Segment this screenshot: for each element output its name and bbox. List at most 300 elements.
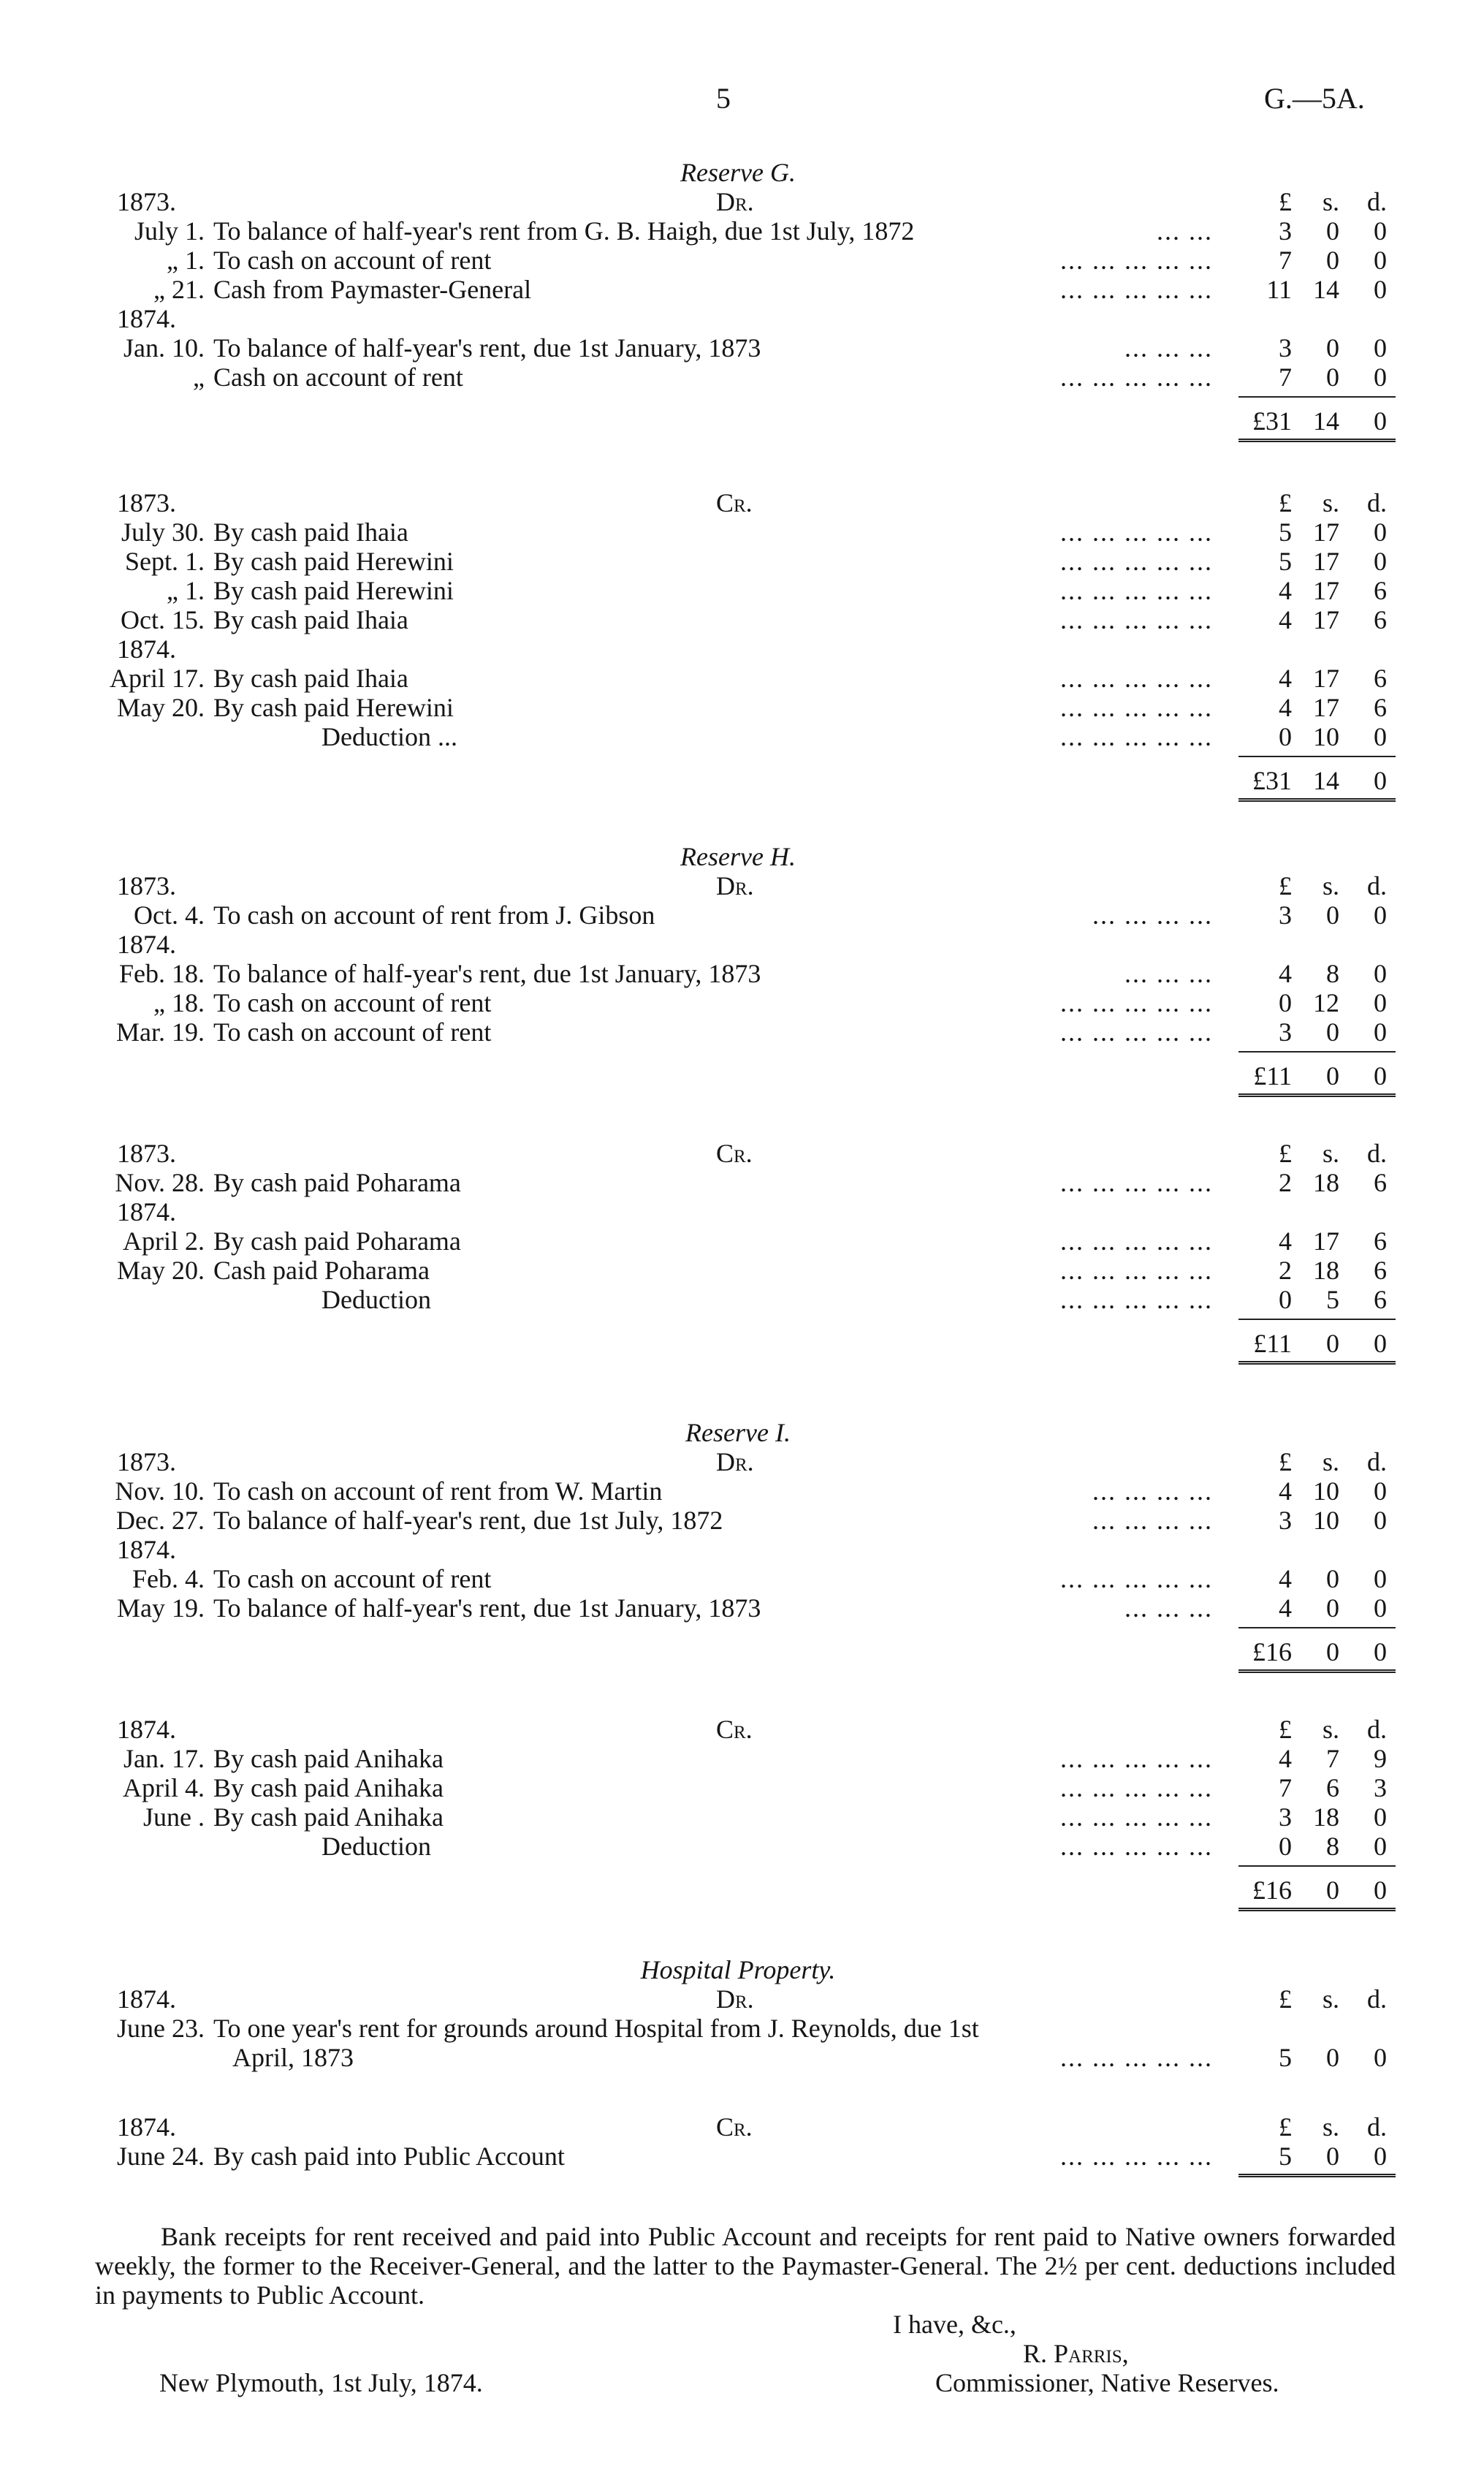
total-pounds: £31 <box>1252 766 1292 795</box>
total-pounds: £16 <box>1252 1637 1292 1666</box>
total-shillings: 14 <box>1313 406 1339 436</box>
section-title: Reserve H. <box>680 842 796 871</box>
amount-shillings: 8 <box>1326 1832 1339 1861</box>
leader-dots: ... ... ... ... ... <box>1060 1802 1213 1832</box>
leader-dots: ... ... ... ... ... <box>1060 2043 1213 2072</box>
amount-pence: 0 <box>1374 1476 1387 1506</box>
ledger-entry <box>0 693 1484 722</box>
year-label: 1873. <box>117 1447 176 1476</box>
total-double-rule <box>1238 798 1396 802</box>
dr-header-row <box>0 871 1484 900</box>
total-rule <box>1238 1051 1396 1053</box>
amount-pounds: 0 <box>1279 722 1292 751</box>
cr-label: Cr. <box>716 488 753 517</box>
pounds-header: £ <box>1279 1139 1292 1168</box>
ledger-entry <box>0 1506 1484 1535</box>
section-title: Hospital Property. <box>640 1955 836 1984</box>
leader-dots: ... ... ... ... ... <box>1060 693 1213 722</box>
amount-shillings: 17 <box>1313 517 1339 547</box>
leader-dots: ... ... ... ... ... <box>1060 576 1213 605</box>
entry-description: To cash on account of rent <box>213 1564 492 1593</box>
entry-date: „ 1. <box>167 576 205 605</box>
total-shillings: 0 <box>1326 1329 1339 1358</box>
pounds-header: £ <box>1279 2112 1292 2142</box>
entry-description: To balance of half-year's rent from G. B. Haigh, due 1st July, 1872 <box>213 216 915 246</box>
amount-pounds: 2 <box>1279 1168 1292 1197</box>
amount-pence: 6 <box>1374 1226 1387 1256</box>
amount-shillings: 10 <box>1313 1476 1339 1506</box>
entry-description: By cash paid Herewini <box>213 693 454 722</box>
closing-paragraph <box>95 2222 1396 2310</box>
ledger-entry <box>0 605 1484 634</box>
amount-pence: 0 <box>1374 1017 1387 1047</box>
entry-description: By cash paid Ihaia <box>213 517 408 547</box>
amount-pence: 6 <box>1374 1285 1387 1314</box>
entry-description: By cash paid Ihaia <box>213 664 408 693</box>
amount-shillings: 18 <box>1313 1168 1339 1197</box>
shillings-header: s. <box>1322 871 1339 900</box>
amount-pence: 0 <box>1374 547 1387 576</box>
amount-pounds: 4 <box>1279 1564 1292 1593</box>
amount-pence: 0 <box>1374 959 1387 988</box>
ledger-entry <box>0 1832 1484 1861</box>
year-label: 1873. <box>117 187 176 216</box>
amount-pence: 0 <box>1374 363 1387 392</box>
year-label: 1874. <box>117 304 176 333</box>
entry-date: Feb. 18. <box>119 959 205 988</box>
entry-date: April 4. <box>123 1773 205 1802</box>
year-label: 1874. <box>117 1535 176 1564</box>
leader-dots: ... ... ... ... ... <box>1060 246 1213 275</box>
amount-pence: 0 <box>1374 1506 1387 1535</box>
entry-date: „ 21. <box>153 275 205 304</box>
total-pounds: £31 <box>1252 406 1292 436</box>
amount-shillings: 0 <box>1326 2142 1339 2171</box>
amount-pence: 6 <box>1374 605 1387 634</box>
total-rule <box>1238 1627 1396 1628</box>
pence-header: d. <box>1367 2112 1387 2142</box>
amount-shillings: 0 <box>1326 333 1339 363</box>
amount-pence: 6 <box>1374 693 1387 722</box>
amount-pounds: 5 <box>1279 2043 1292 2072</box>
total-double-rule <box>1238 2174 1396 2177</box>
amount-pence: 0 <box>1374 1564 1387 1593</box>
ledger-entry <box>0 988 1484 1017</box>
amount-pounds: 3 <box>1279 900 1292 930</box>
amount-pence: 0 <box>1374 517 1387 547</box>
cr-header-row <box>0 1715 1484 1744</box>
amount-pence: 6 <box>1374 664 1387 693</box>
year-label: 1874. <box>117 1197 176 1226</box>
entry-description: To one year's rent for grounds around Hospital from J. Reynolds, due 1st <box>213 2014 979 2043</box>
ledger-entry <box>0 517 1484 547</box>
entry-description: By cash paid Poharama <box>213 1168 461 1197</box>
total-pence: 0 <box>1374 1329 1387 1358</box>
ledger-entry <box>0 1285 1484 1314</box>
cr-label: Cr. <box>716 2112 753 2142</box>
year-label: 1874. <box>117 930 176 959</box>
cr-label: Cr. <box>716 1139 753 1168</box>
entry-date: Oct. 4. <box>134 900 205 930</box>
entry-date: „ 18. <box>153 988 205 1017</box>
leader-dots: ... ... ... ... ... <box>1060 2142 1213 2171</box>
place-date: New Plymouth, 1st July, 1874. <box>159 2368 483 2397</box>
total-row <box>0 1061 1484 1091</box>
entry-date: May 20. <box>117 1256 205 1285</box>
amount-pence: 9 <box>1374 1744 1387 1773</box>
total-pounds: £11 <box>1253 1061 1292 1091</box>
entry-description: Cash from Paymaster-General <box>213 275 532 304</box>
leader-dots: ... ... ... ... <box>1092 900 1213 930</box>
leader-dots: ... ... ... ... ... <box>1060 517 1213 547</box>
entry-description: April, 1873 <box>232 2043 354 2072</box>
page-reference: G.—5A. <box>1264 82 1365 115</box>
amount-shillings: 17 <box>1313 693 1339 722</box>
ledger-entry <box>0 722 1484 751</box>
entry-description: Cash on account of rent <box>213 363 463 392</box>
ledger-entry <box>0 1256 1484 1285</box>
amount-pence: 0 <box>1374 275 1387 304</box>
amount-shillings: 17 <box>1313 547 1339 576</box>
ledger-entry <box>0 1744 1484 1773</box>
amount-pence: 3 <box>1374 1773 1387 1802</box>
amount-shillings: 17 <box>1313 605 1339 634</box>
pounds-header: £ <box>1279 1447 1292 1476</box>
amount-shillings: 0 <box>1326 216 1339 246</box>
amount-pounds: 4 <box>1279 576 1292 605</box>
amount-pounds: 0 <box>1279 1285 1292 1314</box>
shillings-header: s. <box>1322 2112 1339 2142</box>
shillings-header: s. <box>1322 488 1339 517</box>
amount-shillings: 0 <box>1326 1017 1339 1047</box>
pounds-header: £ <box>1279 871 1292 900</box>
entry-date: June 24. <box>117 2142 205 2171</box>
total-row <box>0 406 1484 436</box>
leader-dots: ... ... ... ... ... <box>1060 1773 1213 1802</box>
amount-pounds: 7 <box>1279 1773 1292 1802</box>
ledger-entry <box>0 959 1484 988</box>
leader-dots: ... ... ... ... ... <box>1060 1168 1213 1197</box>
year-label: 1874. <box>117 1715 176 1744</box>
signatory-title: Commissioner, Native Reserves. <box>935 2368 1279 2397</box>
total-row <box>0 766 1484 795</box>
entry-date: Feb. 4. <box>132 1564 205 1593</box>
amount-pence: 6 <box>1374 1256 1387 1285</box>
pounds-header: £ <box>1279 187 1292 216</box>
entry-description: To balance of half-year's rent, due 1st July, 1872 <box>213 1506 723 1535</box>
amount-shillings: 17 <box>1313 1226 1339 1256</box>
total-shillings: 0 <box>1326 1876 1339 1905</box>
amount-shillings: 10 <box>1313 722 1339 751</box>
cr-label: Cr. <box>716 1715 753 1744</box>
leader-dots: ... ... ... ... ... <box>1060 664 1213 693</box>
ledger-entry <box>0 664 1484 693</box>
dr-header-row <box>0 187 1484 216</box>
amount-pence: 0 <box>1374 2043 1387 2072</box>
shillings-header: s. <box>1322 1447 1339 1476</box>
amount-shillings: 0 <box>1326 1564 1339 1593</box>
amount-pence: 0 <box>1374 1832 1387 1861</box>
shillings-header: s. <box>1322 1984 1339 2014</box>
entry-date: May 19. <box>117 1593 205 1623</box>
ledger-entry <box>0 1593 1484 1623</box>
total-pence: 0 <box>1374 766 1387 795</box>
amount-pence: 0 <box>1374 1593 1387 1623</box>
dr-label: Dr. <box>716 1447 754 1476</box>
amount-pence: 0 <box>1374 246 1387 275</box>
amount-shillings: 17 <box>1313 576 1339 605</box>
total-row <box>0 1329 1484 1358</box>
ledger-entry <box>0 1017 1484 1047</box>
amount-pounds: 7 <box>1279 246 1292 275</box>
amount-pounds: 3 <box>1279 1802 1292 1832</box>
year-label: 1873. <box>117 488 176 517</box>
total-double-rule <box>1238 1361 1396 1365</box>
ledger-entry <box>0 576 1484 605</box>
amount-pence: 0 <box>1374 722 1387 751</box>
total-pounds: £11 <box>1253 1329 1292 1358</box>
leader-dots: ... ... ... ... ... <box>1060 1017 1213 1047</box>
ledger-entry <box>0 547 1484 576</box>
entry-date: April 17. <box>110 664 205 693</box>
leader-dots: ... ... ... ... ... <box>1060 1256 1213 1285</box>
amount-pounds: 4 <box>1279 664 1292 693</box>
leader-dots: ... ... ... <box>1125 959 1213 988</box>
amount-shillings: 7 <box>1326 1744 1339 1773</box>
amount-pence: 6 <box>1374 1168 1387 1197</box>
amount-pounds: 4 <box>1279 959 1292 988</box>
ledger-entry <box>0 2043 1484 2072</box>
amount-pounds: 4 <box>1279 693 1292 722</box>
leader-dots: ... ... ... ... ... <box>1060 1832 1213 1861</box>
ledger-entry <box>0 275 1484 304</box>
pence-header: d. <box>1367 1139 1387 1168</box>
amount-shillings: 8 <box>1326 959 1339 988</box>
ledger-entry <box>0 2142 1484 2171</box>
amount-pounds: 4 <box>1279 1476 1292 1506</box>
entry-description: Deduction <box>321 1285 431 1314</box>
cr-header-row <box>0 488 1484 517</box>
entry-description: By cash paid Ihaia <box>213 605 408 634</box>
amount-pounds: 5 <box>1279 2142 1292 2171</box>
total-rule <box>1238 1865 1396 1867</box>
amount-pence: 0 <box>1374 900 1387 930</box>
amount-shillings: 14 <box>1313 275 1339 304</box>
entry-date: Nov. 10. <box>115 1476 205 1506</box>
leader-dots: ... ... ... ... ... <box>1060 1564 1213 1593</box>
entry-date: Jan. 17. <box>123 1744 205 1773</box>
amount-pounds: 3 <box>1279 1017 1292 1047</box>
ledger-entry <box>0 333 1484 363</box>
shillings-header: s. <box>1322 1715 1339 1744</box>
amount-shillings: 0 <box>1326 2043 1339 2072</box>
ledger-entry <box>0 246 1484 275</box>
page-number: 5 <box>716 82 731 115</box>
pounds-header: £ <box>1279 488 1292 517</box>
total-pence: 0 <box>1374 1061 1387 1091</box>
year-label: 1873. <box>117 1139 176 1168</box>
pence-header: d. <box>1367 1447 1387 1476</box>
entry-date: Dec. 27. <box>116 1506 205 1535</box>
entry-description: By cash paid Herewini <box>213 576 454 605</box>
leader-dots: ... ... ... ... <box>1092 1506 1213 1535</box>
leader-dots: ... ... ... ... ... <box>1060 1744 1213 1773</box>
entry-description: To balance of half-year's rent, due 1st January, 1873 <box>213 333 761 363</box>
amount-pounds: 2 <box>1279 1256 1292 1285</box>
entry-description: To cash on account of rent from W. Martin <box>213 1476 663 1506</box>
leader-dots: ... ... ... ... ... <box>1060 605 1213 634</box>
entry-description: Deduction <box>321 1832 431 1861</box>
amount-pounds: 5 <box>1279 547 1292 576</box>
entry-description: To cash on account of rent <box>213 1017 492 1047</box>
entry-date: July 1. <box>134 216 205 246</box>
ledger-entry <box>0 1802 1484 1832</box>
entry-date: „ 1. <box>167 246 205 275</box>
entry-description: To balance of half-year's rent, due 1st January, 1873 <box>213 959 761 988</box>
amount-shillings: 17 <box>1313 664 1339 693</box>
total-rule <box>1238 1319 1396 1320</box>
closing-text: Bank receipts for rent received and paid into Public Account and receipts for rent paid to Native owners forwarded weekly, the former to the Receiver-General, and the latter to the Paymaster-General. The 2½ per cent. deductions included in payments to Public Account. <box>95 2222 1396 2310</box>
year-label: 1874. <box>117 634 176 664</box>
entry-date: „ <box>193 363 205 392</box>
leader-dots: ... ... ... ... ... <box>1060 988 1213 1017</box>
pence-header: d. <box>1367 488 1387 517</box>
dr-label: Dr. <box>716 1984 754 2014</box>
ledger-entry <box>0 1773 1484 1802</box>
dr-header-row <box>0 1447 1484 1476</box>
leader-dots: ... ... ... ... ... <box>1060 275 1213 304</box>
amount-pounds: 4 <box>1279 1593 1292 1623</box>
ledger-entry <box>0 2014 1484 2043</box>
pence-header: d. <box>1367 1715 1387 1744</box>
entry-description: By cash paid into Public Account <box>213 2142 565 2171</box>
total-rule <box>1238 756 1396 757</box>
total-pence: 0 <box>1374 1876 1387 1905</box>
dr-header-row <box>0 1984 1484 2014</box>
cr-header-row <box>0 2112 1484 2142</box>
amount-pounds: 0 <box>1279 1832 1292 1861</box>
total-shillings: 0 <box>1326 1061 1339 1091</box>
total-rule <box>1238 396 1396 398</box>
total-double-rule <box>1238 1093 1396 1097</box>
entry-description: Cash paid Poharama <box>213 1256 430 1285</box>
leader-dots: ... ... ... ... <box>1092 1476 1213 1506</box>
dr-label: Dr. <box>716 187 754 216</box>
amount-shillings: 0 <box>1326 900 1339 930</box>
entry-description: To cash on account of rent <box>213 246 492 275</box>
amount-pounds: 3 <box>1279 1506 1292 1535</box>
dr-label: Dr. <box>716 871 754 900</box>
amount-shillings: 12 <box>1313 988 1339 1017</box>
amount-shillings: 6 <box>1326 1773 1339 1802</box>
total-shillings: 14 <box>1313 766 1339 795</box>
entry-description: Deduction ... <box>321 722 457 751</box>
amount-pounds: 5 <box>1279 517 1292 547</box>
signatory-name: R. Parris, <box>1023 2339 1129 2368</box>
entry-description: By cash paid Anihaka <box>213 1744 444 1773</box>
year-label: 1874. <box>117 2112 176 2142</box>
amount-pence: 0 <box>1374 2142 1387 2171</box>
pence-header: d. <box>1367 1984 1387 2014</box>
ledger-entry <box>0 1197 1484 1226</box>
section-title: Reserve G. <box>680 158 796 187</box>
total-row <box>0 1876 1484 1905</box>
ledger-entry <box>0 1476 1484 1506</box>
entry-date: Jan. 10. <box>123 333 205 363</box>
pence-header: d. <box>1367 187 1387 216</box>
pence-header: d. <box>1367 871 1387 900</box>
shillings-header: s. <box>1322 1139 1339 1168</box>
leader-dots: ... ... ... <box>1125 333 1213 363</box>
entry-date: April 2. <box>123 1226 205 1256</box>
total-pence: 0 <box>1374 1637 1387 1666</box>
amount-shillings: 5 <box>1326 1285 1339 1314</box>
amount-shillings: 18 <box>1313 1802 1339 1832</box>
entry-date: June 23. <box>117 2014 205 2043</box>
entry-description: By cash paid Anihaka <box>213 1773 444 1802</box>
leader-dots: ... ... ... ... ... <box>1060 1285 1213 1314</box>
ledger-entry <box>0 363 1484 392</box>
total-double-rule <box>1238 1908 1396 1911</box>
entry-description: To cash on account of rent from J. Gibson <box>213 900 655 930</box>
amount-pence: 0 <box>1374 988 1387 1017</box>
leader-dots: ... ... ... ... ... <box>1060 363 1213 392</box>
ledger-entry <box>0 1564 1484 1593</box>
entry-description: By cash paid Poharama <box>213 1226 461 1256</box>
entry-description: By cash paid Herewini <box>213 547 454 576</box>
amount-pounds: 7 <box>1279 363 1292 392</box>
total-pounds: £16 <box>1252 1876 1292 1905</box>
amount-shillings: 10 <box>1313 1506 1339 1535</box>
amount-pounds: 3 <box>1279 333 1292 363</box>
ledger-entry <box>0 216 1484 246</box>
pounds-header: £ <box>1279 1984 1292 2014</box>
leader-dots: ... ... ... ... ... <box>1060 722 1213 751</box>
amount-pence: 0 <box>1374 333 1387 363</box>
leader-dots: ... ... <box>1157 216 1213 246</box>
amount-pounds: 4 <box>1279 1744 1292 1773</box>
entry-date: Mar. 19. <box>116 1017 205 1047</box>
total-shillings: 0 <box>1326 1637 1339 1666</box>
leader-dots: ... ... ... ... ... <box>1060 547 1213 576</box>
total-row <box>0 1637 1484 1666</box>
cr-header-row <box>0 1139 1484 1168</box>
ledger-entry <box>0 1168 1484 1197</box>
leader-dots: ... ... ... ... ... <box>1060 1226 1213 1256</box>
total-double-rule <box>1238 1669 1396 1673</box>
salutation: I have, &c., <box>893 2310 1016 2339</box>
leader-dots: ... ... ... <box>1125 1593 1213 1623</box>
entry-date: July 30. <box>121 517 205 547</box>
ledger-entry <box>0 900 1484 930</box>
entry-description: By cash paid Anihaka <box>213 1802 444 1832</box>
amount-pence: 0 <box>1374 216 1387 246</box>
amount-shillings: 18 <box>1313 1256 1339 1285</box>
year-label: 1873. <box>117 871 176 900</box>
entry-description: To balance of half-year's rent, due 1st January, 1873 <box>213 1593 761 1623</box>
pounds-header: £ <box>1279 1715 1292 1744</box>
ledger-entry <box>0 930 1484 959</box>
amount-pounds: 4 <box>1279 605 1292 634</box>
total-double-rule <box>1238 439 1396 442</box>
entry-date: Nov. 28. <box>115 1168 205 1197</box>
ledger-entry <box>0 634 1484 664</box>
entry-date: May 20. <box>117 693 205 722</box>
entry-date: June . <box>143 1802 205 1832</box>
ledger-entry <box>0 1226 1484 1256</box>
total-pence: 0 <box>1374 406 1387 436</box>
year-label: 1874. <box>117 1984 176 2014</box>
